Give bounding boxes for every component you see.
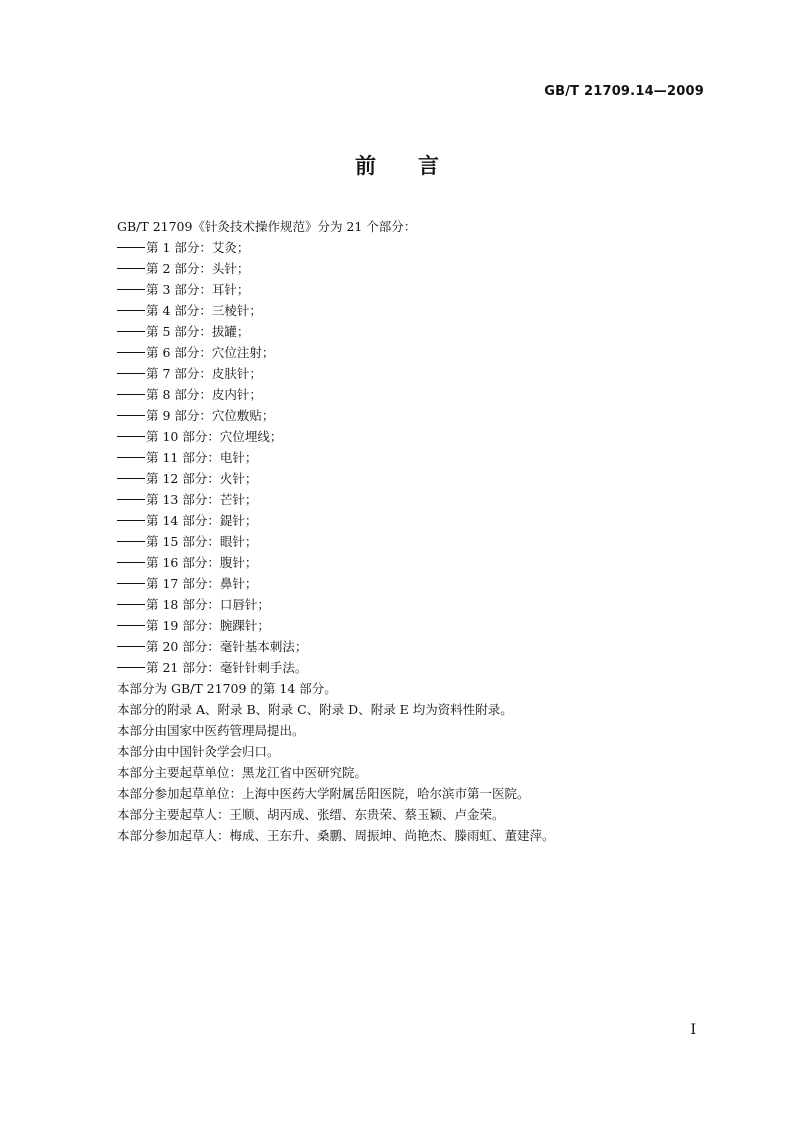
list-item-text: 第 21 部分：毫针针刺手法。	[146, 660, 308, 675]
paragraph-participating-units: 本部分参加起草单位：上海中医药大学附属岳阳医院，哈尔滨市第一医院。	[117, 786, 530, 801]
list-item	[117, 489, 717, 510]
list-item-text: 第 19 部分：腕踝针；	[146, 618, 270, 633]
em-dash	[117, 268, 145, 269]
intro-paragraph: GB/T 21709《针灸技术操作规范》分为 21 个部分：	[117, 219, 417, 234]
list-item-text: 第 10 部分：穴位埋线；	[146, 429, 283, 444]
list-item	[117, 342, 717, 363]
list-item-text: 第 2 部分：头针；	[146, 261, 250, 276]
list-item-text: 第 11 部分：电针；	[146, 450, 258, 465]
page-title-char-2: 言	[418, 154, 439, 178]
list-item	[117, 237, 717, 258]
list-item-text: 第 16 部分：腹针；	[146, 555, 258, 570]
em-dash	[117, 478, 145, 479]
list-item	[117, 384, 717, 405]
em-dash	[117, 310, 145, 311]
list-item	[117, 594, 717, 615]
list-item	[117, 657, 717, 678]
list-item-text: 第 15 部分：眼针；	[146, 534, 258, 549]
list-item	[117, 447, 717, 468]
standard-code: GB/T 21709.14—2009	[544, 84, 704, 99]
list-item-text: 第 8 部分：皮内针；	[146, 387, 262, 402]
em-dash	[117, 646, 145, 647]
em-dash	[117, 604, 145, 605]
parts-list	[117, 237, 717, 678]
list-item-text: 第 14 部分：鍉针；	[146, 513, 258, 528]
list-item	[117, 363, 717, 384]
list-item-text: 第 13 部分：芒针；	[146, 492, 258, 507]
list-item	[117, 510, 717, 531]
list-item	[117, 573, 717, 594]
list-item	[117, 531, 717, 552]
em-dash	[117, 541, 145, 542]
em-dash	[117, 562, 145, 563]
list-item	[117, 615, 717, 636]
list-item	[117, 636, 717, 657]
paragraph-participating-drafters: 本部分参加起草人：梅成、王东升、桑鹏、周振坤、尚艳杰、滕雨虹、董建萍。	[117, 828, 555, 843]
list-item	[117, 321, 717, 342]
list-item-text: 第 4 部分：三棱针；	[146, 303, 262, 318]
em-dash	[117, 247, 145, 248]
list-item-text: 第 12 部分：火针；	[146, 471, 258, 486]
list-item	[117, 468, 717, 489]
list-item	[117, 426, 717, 447]
list-item-text: 第 1 部分：艾灸；	[146, 240, 250, 255]
em-dash	[117, 457, 145, 458]
paragraph-main-drafting-unit: 本部分主要起草单位：黑龙江省中医研究院。	[117, 765, 368, 780]
em-dash	[117, 352, 145, 353]
page-title	[0, 150, 794, 180]
list-item-text: 第 18 部分：口唇针；	[146, 597, 270, 612]
paragraph-proposed-by: 本部分由国家中医药管理局提出。	[117, 723, 305, 738]
list-item-text: 第 5 部分：拔罐；	[146, 324, 250, 339]
list-item-text: 第 3 部分：耳针；	[146, 282, 250, 297]
list-item-text: 第 20 部分：毫针基本刺法；	[146, 639, 308, 654]
paragraph-appendices: 本部分的附录 A、附录 B、附录 C、附录 D、附录 E 均为资料性附录。	[117, 702, 513, 717]
list-item	[117, 405, 717, 426]
list-item	[117, 258, 717, 279]
em-dash	[117, 625, 145, 626]
page-number: I	[690, 1022, 696, 1038]
em-dash	[117, 331, 145, 332]
em-dash	[117, 415, 145, 416]
list-item	[117, 300, 717, 321]
em-dash	[117, 499, 145, 500]
list-item-text: 第 9 部分：穴位敷贴；	[146, 408, 275, 423]
em-dash	[117, 583, 145, 584]
page-title-char-1: 前	[355, 154, 376, 178]
paragraph-managed-by: 本部分由中国针灸学会归口。	[117, 744, 280, 759]
list-item	[117, 279, 717, 300]
paragraph-part-number: 本部分为 GB/T 21709 的第 14 部分。	[117, 681, 337, 696]
list-item-text: 第 6 部分：穴位注射；	[146, 345, 275, 360]
foreword-body	[117, 216, 717, 846]
em-dash	[117, 394, 145, 395]
em-dash	[117, 667, 145, 668]
em-dash	[117, 289, 145, 290]
list-item-text: 第 17 部分：鼻针；	[146, 576, 258, 591]
list-item-text: 第 7 部分：皮肤针；	[146, 366, 262, 381]
paragraph-main-drafters: 本部分主要起草人：王顺、胡丙成、张缙、东贵荣、蔡玉颖、卢金荣。	[117, 807, 505, 822]
em-dash	[117, 373, 145, 374]
list-item	[117, 552, 717, 573]
em-dash	[117, 520, 145, 521]
em-dash	[117, 436, 145, 437]
